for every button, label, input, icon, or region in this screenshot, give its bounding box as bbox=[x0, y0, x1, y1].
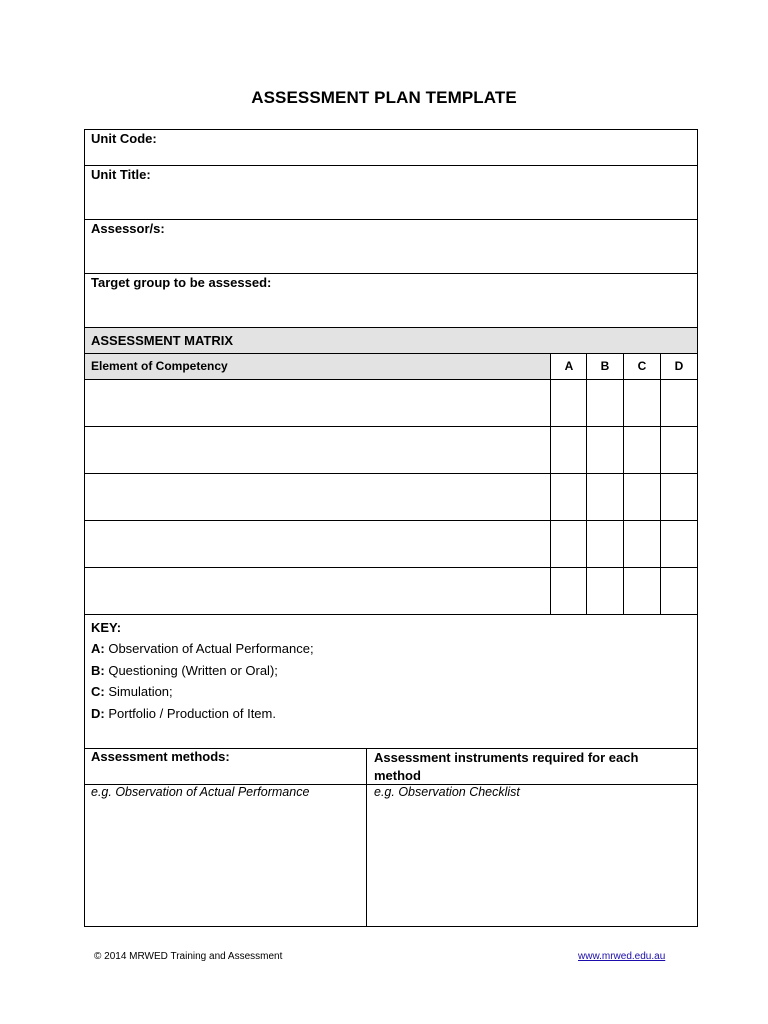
matrix-row bbox=[85, 568, 697, 614]
assessors-label: Assessor/s: bbox=[91, 221, 165, 236]
key-item-b: B: Questioning (Written or Oral); bbox=[91, 663, 278, 678]
footer-website-link[interactable]: www.mrwed.edu.au bbox=[578, 951, 666, 962]
assessment-instruments-header: Assessment instruments required for each method bbox=[374, 750, 639, 783]
unit-title-label: Unit Title: bbox=[91, 167, 151, 182]
column-a-header: A bbox=[564, 359, 574, 373]
key-item-d: D: Portfolio / Production of Item. bbox=[91, 706, 276, 721]
matrix-row bbox=[85, 474, 697, 520]
target-group-label: Target group to be assessed: bbox=[91, 275, 272, 290]
matrix-row bbox=[85, 380, 697, 426]
assessment-methods-header: Assessment methods: bbox=[91, 749, 230, 764]
column-c-header: C bbox=[637, 359, 647, 373]
matrix-heading: ASSESSMENT MATRIX bbox=[91, 333, 234, 348]
unit-code-label: Unit Code: bbox=[91, 131, 157, 146]
key-heading: KEY: bbox=[91, 620, 122, 635]
methods-example: e.g. Observation of Actual Performance bbox=[91, 785, 310, 799]
instruments-example: e.g. Observation Checklist bbox=[374, 785, 520, 799]
footer-copyright: © 2014 MRWED Training and Assessment bbox=[94, 951, 283, 962]
key-item-a: A: Observation of Actual Performance; bbox=[91, 641, 314, 656]
matrix-row bbox=[85, 427, 697, 473]
matrix-row bbox=[85, 521, 697, 567]
column-d-header: D bbox=[674, 359, 684, 373]
key-item-c: C: Simulation; bbox=[91, 684, 173, 699]
page-title: ASSESSMENT PLAN TEMPLATE bbox=[251, 88, 517, 107]
element-of-competency-header: Element of Competency bbox=[91, 359, 228, 373]
column-b-header: B bbox=[600, 359, 610, 373]
